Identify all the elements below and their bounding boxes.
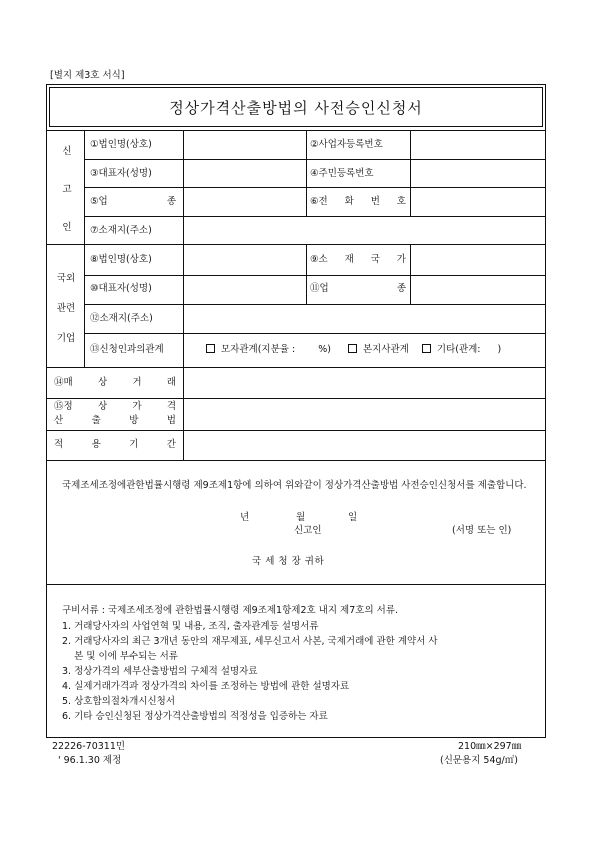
label-part: 거	[132, 377, 142, 388]
signature-note: (서명 또는 인)	[452, 525, 512, 536]
other-relation-checkbox[interactable]	[422, 344, 431, 353]
label-part: 번	[370, 196, 380, 207]
other-relation-close: )	[497, 344, 502, 355]
row-divider	[84, 275, 545, 276]
row-divider	[47, 398, 545, 399]
foreign-business-type-label	[310, 283, 406, 295]
label-part: 종	[166, 196, 176, 207]
row-divider	[47, 244, 545, 245]
foreign-address-label: ⑫소재지(주소)	[90, 313, 153, 324]
label-part: 용	[91, 439, 101, 450]
label-part: ⑪업	[310, 283, 329, 294]
foreign-group-line: 국외	[56, 273, 76, 284]
documents-header: 구비서류 : 국제조세조정에 관한법률시행령 제9조제1항제2호 내지 제7호의 서류.	[62, 605, 399, 616]
row-divider	[84, 159, 545, 160]
label-part: 상	[97, 377, 108, 388]
label-part: 출	[91, 415, 101, 426]
label-part: 래	[166, 377, 176, 388]
foreign-group-line: 기업	[56, 333, 76, 344]
documents-item: 본 및 이에 부수되는 서류	[62, 651, 178, 662]
parent-relation-checkbox[interactable]	[206, 344, 215, 353]
footer-paper-type: (신문용지 54g/㎡)	[440, 755, 518, 766]
method-label-line2	[54, 415, 176, 427]
required-documents	[62, 603, 438, 724]
documents-item: 5. 상호합의절차개시신청서	[62, 696, 176, 707]
label-part: 방	[129, 415, 139, 426]
label-part: 가	[396, 254, 406, 265]
row-divider	[47, 130, 545, 131]
row-divider	[47, 584, 545, 585]
branch-relation-checkbox[interactable]	[348, 344, 357, 353]
column-divider	[84, 130, 85, 367]
label-part: 종	[396, 283, 406, 294]
row-divider	[84, 187, 545, 188]
row-divider	[84, 216, 545, 217]
date-year-label: 년	[240, 512, 250, 523]
label-part: 격	[166, 401, 176, 412]
foreign-company-group-label	[50, 272, 82, 346]
label-part: ⑤업	[90, 196, 108, 207]
applicant-group-char: 신	[62, 146, 72, 157]
label-part: 재	[344, 254, 354, 265]
applicant-address-label: ⑦소재지(주소)	[90, 225, 152, 236]
foreign-corp-name-label: ⑧법인명(상호)	[90, 254, 152, 265]
footer-paper-size: 210㎜×297㎜	[458, 741, 522, 752]
date-day-label: 일	[348, 512, 358, 523]
relation-options	[206, 344, 501, 356]
row-divider	[84, 304, 545, 305]
other-relation-label: 기타(관계:	[436, 344, 481, 355]
label-part: ⑮정	[54, 401, 73, 412]
label-part: 가	[132, 401, 142, 412]
documents-item: 3. 정상가격의 세부산출방법의 구체적 설명자료	[62, 666, 258, 677]
foreign-group-line: 관련	[56, 303, 76, 314]
applicant-corp-name-label: ①법인명(상호)	[90, 139, 152, 150]
documents-item: 4. 실제거래가격과 정상가격의 차이를 조정하는 방법에 관한 설명자료	[62, 681, 350, 692]
documents-item: 1. 거래당사자의 사업연혁 및 내용, 조직, 출자관계등 설명서류	[62, 621, 319, 632]
method-label-line1	[54, 401, 176, 413]
footer-form-code: 22226-70311민	[52, 741, 126, 752]
label-part: 화	[344, 196, 354, 207]
documents-item: 2. 거래당사자의 최근 3개년 동안의 재무제표, 세무신고서 사본, 국제거래에 관한 계약서 사	[62, 636, 438, 647]
applicant-group-char: 인	[62, 222, 72, 233]
relation-label: ⑬신청인과의관계	[90, 344, 164, 355]
applicant-rep-name-label: ③대표자(성명)	[90, 168, 152, 179]
parent-relation-unit: %)	[318, 344, 331, 355]
addressee: 국 세 청 장 귀하	[252, 556, 325, 567]
date-month-label: 월	[296, 512, 306, 523]
column-divider	[306, 244, 307, 304]
applicant-biz-reg-no-label: ②사업자등록번호	[310, 139, 383, 150]
applicant-resident-no-label: ④주민등록번호	[310, 168, 374, 179]
label-part: ⑨소	[310, 254, 328, 265]
applicant-phone-label	[310, 196, 406, 208]
footer-enactment-date: ' 96.1.30 제정	[58, 755, 122, 766]
applicant-group-label	[52, 145, 82, 235]
label-part: 기	[129, 439, 139, 450]
label-part: ⑥전	[310, 196, 328, 207]
documents-item: 6. 기타 승인신청된 정상가격산출방법의 적정성을 입증하는 자료	[62, 711, 328, 722]
row-divider	[47, 460, 545, 461]
column-divider	[410, 130, 411, 216]
label-part: 적	[54, 439, 64, 450]
label-part: 국	[370, 254, 380, 265]
column-divider	[410, 244, 411, 304]
column-divider	[183, 130, 184, 460]
label-part: 호	[396, 196, 406, 207]
applicant-group-char: 고	[62, 184, 72, 195]
row-divider	[47, 367, 545, 368]
applicant-signature-label: 신고인	[294, 525, 322, 536]
label-part: 상	[97, 401, 108, 412]
form-number-label: [별지 제3호 서식]	[50, 70, 125, 81]
row-divider	[47, 430, 545, 431]
row-divider	[84, 333, 545, 334]
label-part: 산	[54, 415, 64, 426]
applicant-business-type-label	[90, 196, 176, 208]
foreign-rep-name-label: ⑩대표자(성명)	[90, 283, 152, 294]
label-part: 법	[166, 415, 176, 426]
period-label	[54, 439, 176, 451]
foreign-country-label	[310, 254, 406, 266]
branch-relation-label: 본지사관계	[362, 344, 409, 355]
declaration-text: 국제조세조정에관한법률시행령 제9조제1항에 의하여 위와같이 정상가격산출방법 사전승인신청서를 제출합니다.	[62, 480, 527, 491]
parent-relation-label: 모자관계(지분율 :	[221, 344, 296, 355]
label-part: 간	[166, 439, 176, 450]
form-title: 정상가격산출방법의 사전승인신청서	[49, 87, 543, 127]
column-divider	[306, 130, 307, 216]
transaction-label	[54, 377, 176, 389]
label-part: ⑭매	[54, 377, 73, 388]
